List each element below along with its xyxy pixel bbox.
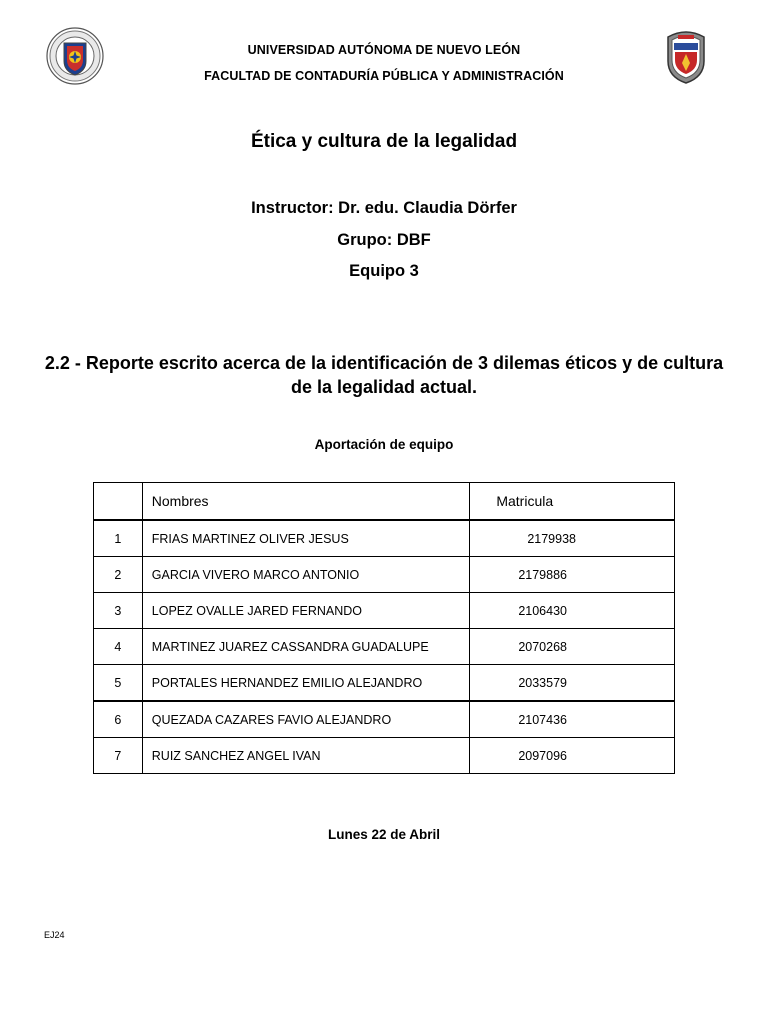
row-name: QUEZADA CAZARES FAVIO ALEJANDRO: [142, 701, 470, 738]
row-name: MARTINEZ JUAREZ CASSANDRA GUADALUPE: [142, 629, 470, 665]
row-name: RUIZ SANCHEZ ANGEL IVAN: [142, 738, 470, 774]
table-row: [94, 557, 675, 593]
row-name: LOPEZ OVALLE JARED FERNANDO: [142, 593, 470, 629]
table-row: [94, 593, 675, 629]
university-name: UNIVERSIDAD AUTÓNOMA DE NUEVO LEÓN: [247, 43, 521, 57]
date-line: Lunes 22 de Abril: [327, 827, 441, 842]
row-number: 3: [94, 593, 143, 629]
contribution-heading: Aportación de equipo: [314, 437, 454, 452]
header-number: [94, 483, 143, 521]
row-matricula: 2106430: [470, 593, 675, 629]
header-names: Nombres: [142, 483, 470, 521]
report-title: 2.2 - Reporte escrito acerca de la identificación de 3 dilemas éticos y de cultura de la legalidad actual.: [44, 353, 724, 397]
course-title: Ética y cultura de la legalidad: [250, 131, 518, 152]
table-row: [94, 520, 675, 557]
header-matricula: Matricula: [470, 483, 675, 521]
faculty-name: FACULTAD DE CONTADURÍA PÚBLICA Y ADMINISTRACIÓN: [204, 69, 564, 83]
row-number: 2: [94, 557, 143, 593]
team-line: Equipo 3: [349, 262, 419, 280]
table-row: [94, 629, 675, 665]
row-matricula: 2179886: [470, 557, 675, 593]
row-number: 7: [94, 738, 143, 774]
row-number: 5: [94, 665, 143, 702]
group-line: Grupo: DBF: [337, 231, 431, 249]
table-row: [94, 738, 675, 774]
footer-code: EJ24: [44, 930, 65, 940]
table-row: [94, 665, 675, 702]
row-matricula: 2179938: [470, 520, 675, 557]
instructor-line: Instructor: Dr. edu. Claudia Dörfer: [251, 199, 517, 217]
table-row: [94, 701, 675, 738]
row-matricula: 2097096: [470, 738, 675, 774]
row-number: 4: [94, 629, 143, 665]
row-number: 6: [94, 701, 143, 738]
row-matricula: 2070268: [470, 629, 675, 665]
row-number: 1: [94, 520, 143, 557]
row-name: GARCIA VIVERO MARCO ANTONIO: [142, 557, 470, 593]
row-matricula: 2107436: [470, 701, 675, 738]
team-table: [93, 482, 675, 774]
row-name: FRIAS MARTINEZ OLIVER JESUS: [142, 520, 470, 557]
table-header-row: [94, 483, 675, 521]
row-matricula: 2033579: [470, 665, 675, 702]
row-name: PORTALES HERNANDEZ EMILIO ALEJANDRO: [142, 665, 470, 702]
